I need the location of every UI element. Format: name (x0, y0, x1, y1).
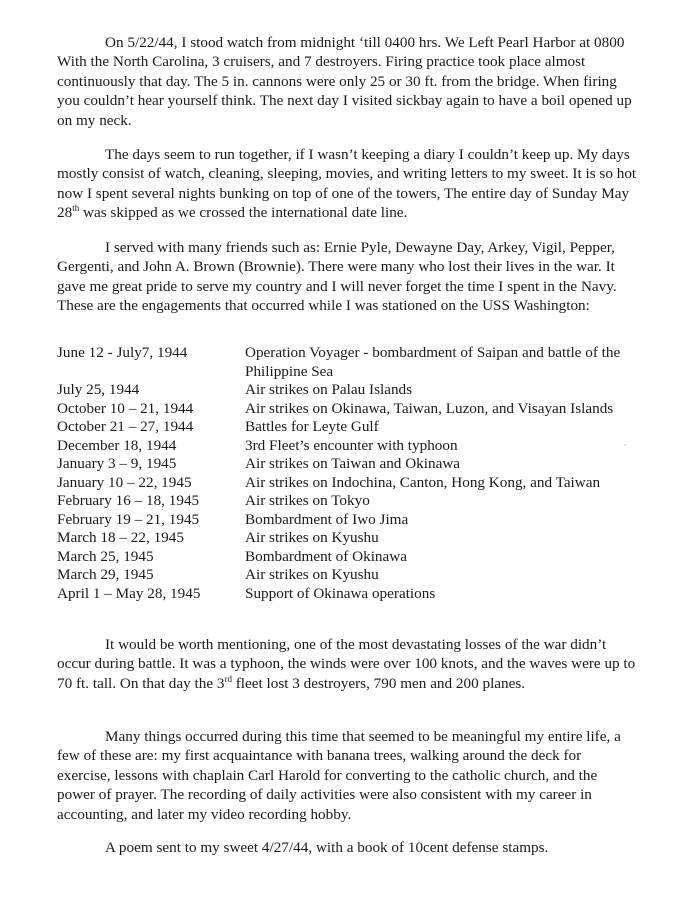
engagement-event: Air strikes on Kyushu (245, 566, 379, 583)
engagement-event: Bombardment of Iwo Jima (245, 510, 409, 528)
engagement-date: February 19 – 21, 1945 (57, 510, 200, 528)
paragraph-2-superscript: th (72, 203, 80, 214)
engagement-row (57, 455, 637, 474)
engagement-row (57, 492, 637, 511)
engagement-date: March 18 – 22, 1945 (57, 529, 184, 546)
engagement-row (57, 418, 637, 437)
engagement-date: April 1 – May 28, 1945 (57, 584, 201, 602)
engagement-date: March 29, 1945 (57, 566, 154, 583)
engagement-date: October 10 – 21, 1944 (57, 399, 194, 417)
engagement-date: January 10 – 22, 1945 (57, 473, 192, 491)
engagement-event: Operation Voyager - bombardment of Saipan and battle of the Philippine Sea (245, 344, 621, 380)
paragraph-pearl-harbor: On 5/22/44, I stood watch from midnight ‘till 0400 hrs. We Left Pearl Harbor at 0800 With the North Carolina, 3 cruisers, and 7 destroyers. Firing practice took place almost continuously that day. The 5 in. cannons were only 25 or 30 ft. from the bridge. When firing you couldn’t hear yourself think. The next day I visited sickbay again to have a boil opened up on my neck. (57, 34, 632, 129)
engagement-event: Battles for Leyte Gulf (245, 418, 379, 435)
engagement-event: Air strikes on Okinawa, Taiwan, Luzon, and Visayan Islands (245, 399, 614, 417)
paragraph-days-run-together (57, 145, 637, 223)
paragraph-4-superscript: rd (224, 673, 232, 684)
engagement-event: Air strikes on Taiwan and Okinawa (245, 455, 461, 472)
engagement-date: June 12 - July7, 1944 (57, 344, 188, 361)
paragraph-typhoon (57, 635, 637, 693)
engagement-row (57, 529, 637, 548)
engagement-date: January 3 – 9, 1945 (57, 455, 177, 472)
paragraph-4-text-end: fleet lost 3 destroyers, 790 men and 200 planes. (231, 674, 526, 692)
engagement-event: Air strikes on Kyushu (245, 529, 379, 546)
engagement-row (57, 474, 637, 493)
paragraph-friends: I served with many friends such as: Ernie Pyle, Dewayne Day, Arkey, Vigil, Pepper, Gergenti, and John A. Brown (Brownie). There were many who lost their lives in the war. It gave me great pride to serve my country and I will never forget the time I spent in the Navy. These are the engagements that occurred while I was stationed on the USS Washington: (57, 239, 617, 315)
engagement-date: October 21 – 27, 1944 (57, 418, 194, 435)
engagements-list (57, 344, 637, 603)
engagement-row (57, 548, 637, 567)
engagement-event: Air strikes on Indochina, Canton, Hong Kong, and Taiwan (245, 473, 601, 491)
paragraph-poem-note: A poem sent to my sweet 4/27/44, with a book of 10cent defense stamps. (105, 839, 549, 856)
engagement-date: March 25, 1945 (57, 547, 154, 565)
engagement-date: February 16 – 18, 1945 (57, 492, 200, 509)
engagement-event: Support of Okinawa operations (245, 584, 436, 602)
engagement-row (57, 437, 637, 456)
engagement-event: Bombardment of Okinawa (245, 547, 407, 565)
engagement-date: July 25, 1944 (57, 381, 140, 398)
paragraph-meaningful-things: Many things occurred during this time that seemed to be meaningful my entire life, a few of these are: my first acquaintance with banana trees, walking around the deck for exercise, lessons with chaplain Carl Harold for converting to the catholic church, and the power of prayer. The recording of daily activities were also consistent with my career in accounting, and later my video recording hobby. (57, 728, 621, 823)
engagement-event: 3rd Fleet’s encounter with typhoon (245, 436, 458, 454)
paragraph-2-text-start: The days seem to run together, if I wasn’t keeping a diary I couldn’t keep up. My days mostly consist of watch, cleaning, sleeping, movies, and writing letters to my sweet. It is so hot now I spent several nights bunking on top of one of the towers, The entire day of Sunday May 28 (57, 146, 637, 222)
paragraph-2-text-end: was skipped as we crossed the international date line. (79, 204, 408, 222)
engagement-row (57, 511, 637, 530)
engagement-row (57, 344, 637, 381)
engagement-row (57, 400, 637, 419)
engagement-event: Air strikes on Tokyo (245, 492, 370, 509)
scan-speck (624, 444, 626, 446)
engagement-row (57, 585, 637, 604)
engagement-event: Air strikes on Palau Islands (245, 381, 413, 398)
engagement-row (57, 381, 637, 400)
engagement-date: December 18, 1944 (57, 436, 177, 454)
engagement-row (57, 566, 637, 585)
paragraph-4-text-start: It would be worth mentioning, one of the most devastating losses of the war didn’t occur during battle. It was a typhoon, the winds were over 100 knots, and the waves were up to 70 ft. tall. On that day the 3 (57, 636, 636, 692)
